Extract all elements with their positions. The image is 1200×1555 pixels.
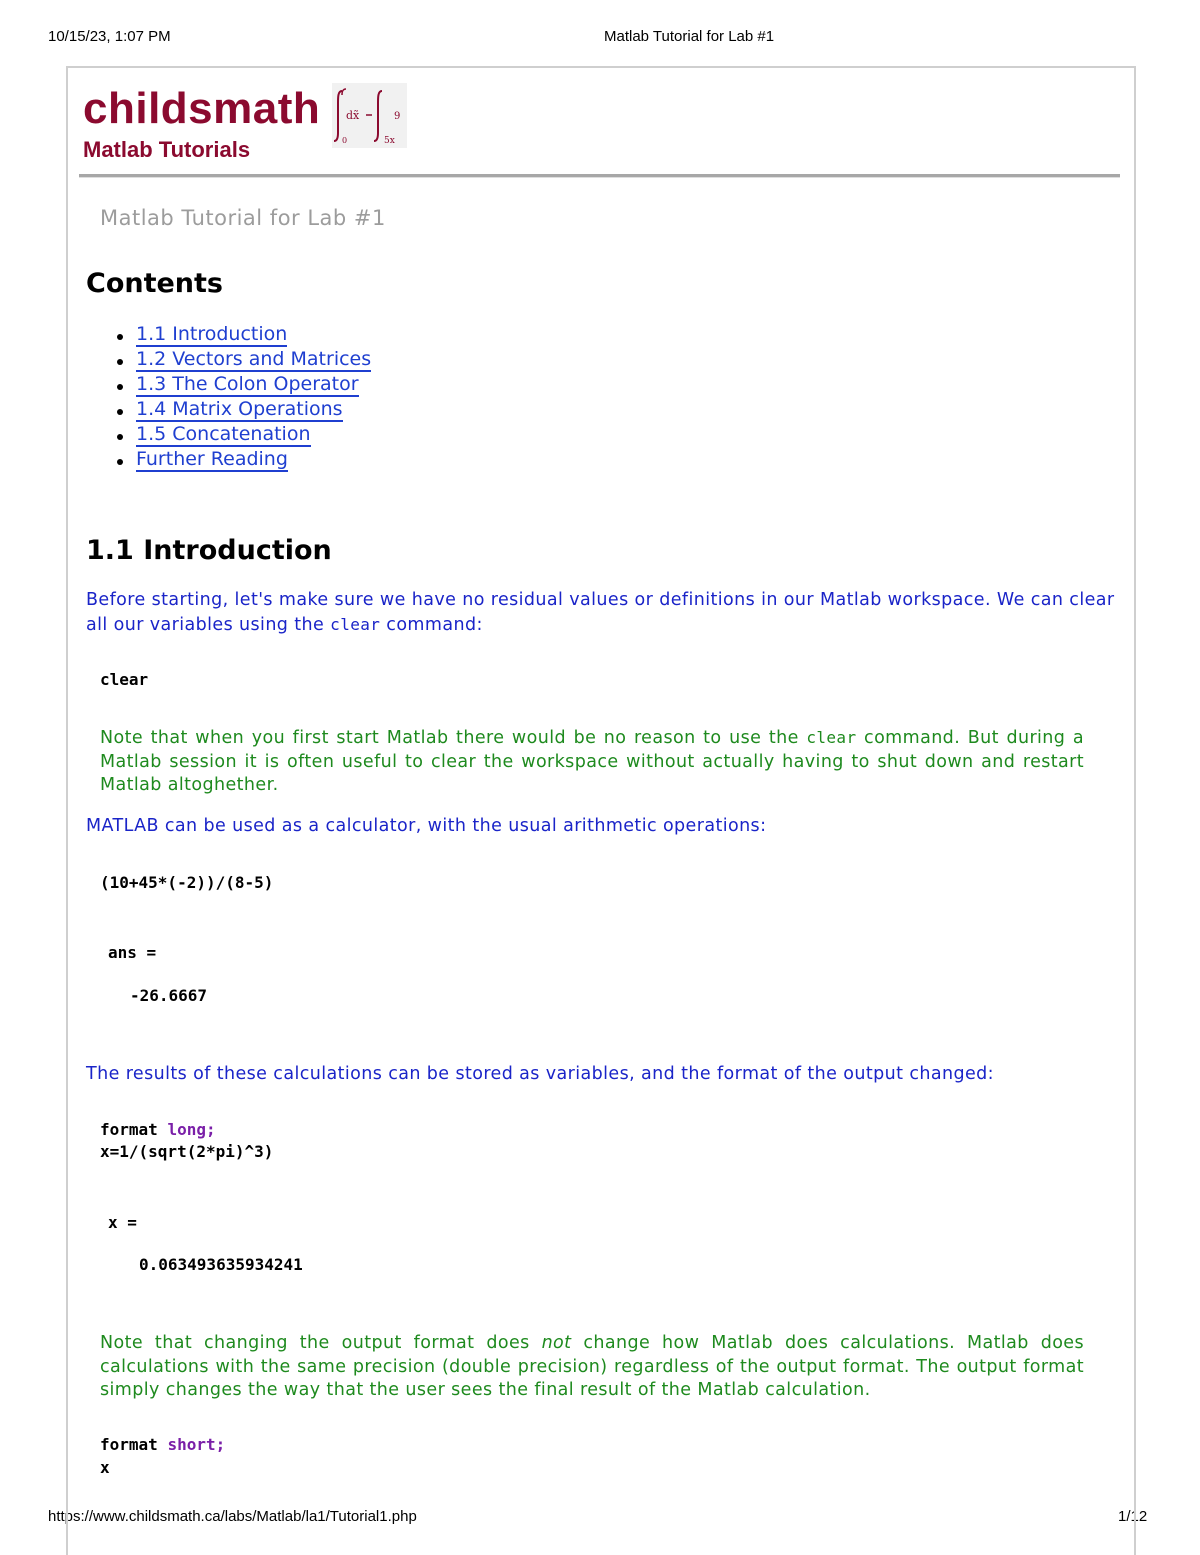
svg-text:9: 9 [394,111,401,122]
note-format: Note that changing the output format does not change how Matlab does calculations. Matlab does calculations with the same precision (double precision) regardless of the output format. The output format simply changes the way that the user sees the final result of the Matlab calculation. [100,1333,1084,1400]
toc-link-introduction[interactable]: 1.1 Introduction [136,323,288,345]
list-item [136,397,371,422]
variables-paragraph: The results of these calculations can be stored as variables, and the format of the output changed: [86,1064,994,1084]
calculator-paragraph: MATLAB can be used as a calculator, with the usual arithmetic operations: [86,816,767,836]
contents-list [136,322,371,472]
print-page-number: 1/12 [1118,1508,1148,1525]
print-datetime: 10/15/23, 1:07 PM [48,28,171,45]
print-page-title: Matlab Tutorial for Lab #1 [604,28,775,45]
site-brand[interactable]: childsmath [83,84,321,133]
contents-heading: Contents [86,268,224,299]
output-ans-label: ans = [108,943,157,962]
output-ans-value: -26.6667 [130,986,208,1005]
list-item [136,447,371,472]
site-subtitle[interactable]: Matlab Tutorials [83,137,251,162]
code-clear: clear [100,670,149,689]
inline-code: clear [806,728,857,747]
toc-link-matrix-operations[interactable]: 1.4 Matrix Operations [136,398,343,420]
print-url: https://www.childsmath.ca/labs/Matlab/la1/Tutorial1.php [48,1508,417,1525]
toc-link-concatenation[interactable]: 1.5 Concatenation [136,423,311,445]
header-divider [79,174,1120,178]
output-x-label: x = [108,1213,137,1232]
list-item [136,322,371,347]
list-item [136,347,371,372]
code-x-assignment: x=1/(sqrt(2*pi)^3) [100,1142,274,1161]
intro-paragraph: Before starting, let's make sure we have no residual values or definitions in our Matlab workspace. We can clear all our variables using the clear command: [86,590,1115,635]
list-item [136,422,371,447]
toc-link-vectors-matrices[interactable]: 1.2 Vectors and Matrices [136,348,372,370]
code-x: x [100,1458,110,1477]
code-format-short: format short; [100,1435,226,1454]
svg-text:0: 0 [342,136,348,145]
note-clear: Note that when you first start Matlab there would be no reason to use the clear command. But during a Matlab session it is often useful to clear the workspace without actually having to shut down and restart Matlab altoghether. [100,728,1084,795]
svg-text:5x: 5x [384,136,395,146]
section-heading-introduction: 1.1 Introduction [86,535,332,566]
list-item [136,372,371,397]
code-calculation: (10+45*(-2))/(8-5) [100,873,274,892]
output-x-value: 0.063493635934241 [139,1255,303,1274]
inline-code: clear [330,614,381,634]
svg-text:dx̃: dx̃ [346,109,360,122]
doc-title: Matlab Tutorial for Lab #1 [100,206,386,230]
toc-link-colon-operator[interactable]: 1.3 The Colon Operator [136,373,359,395]
toc-link-further-reading[interactable]: Further Reading [136,448,288,470]
code-format-long: format long; [100,1120,216,1139]
integral-equation-logo-icon [332,83,407,148]
